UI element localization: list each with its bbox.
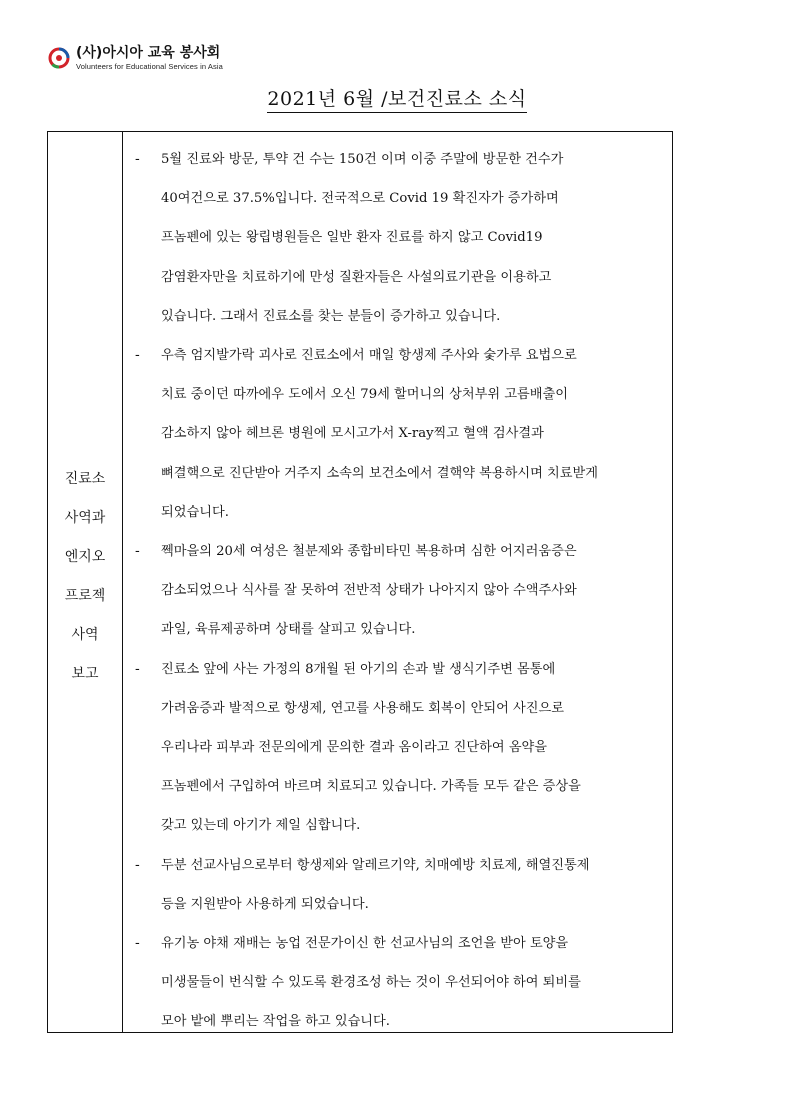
category-label-line: 보고: [71, 666, 99, 682]
report-item: [135, 140, 672, 336]
report-line: 쩩마을의 20세 여성은 철분제와 종합비타민 복용하며 심한 어지러움증은: [161, 544, 577, 560]
bullet-dash: -: [135, 935, 140, 952]
report-line: 감염환자만을 치료하기에 만성 질환자들은 사설의료기관을 이용하고: [161, 269, 552, 285]
report-line: 치료 중이던 따까에우 도에서 오신 79세 할머니의 상처부위 고름배출이: [161, 387, 569, 403]
bullet-dash: -: [135, 151, 140, 167]
org-subtitle: Volunteers for Educational Services in Asia: [76, 62, 223, 71]
report-line: 프놈펜에서 구입하여 바르며 치료되고 있습니다. 가족들 모두 같은 증상을: [161, 779, 581, 795]
report-line: 진료소 앞에 사는 가정의 8개월 된 아기의 손과 발 생식기주변 몸통에: [161, 661, 556, 677]
report-line: 모아 밭에 뿌리는 작업을 하고 있습니다.: [161, 1014, 390, 1030]
report-line: 미생물들이 번식할 수 있도록 환경조성 하는 것이 우선되어야 하여 퇴비를: [161, 975, 581, 991]
bullet-dash: -: [135, 856, 140, 873]
category-label-line: 진료소: [64, 471, 106, 487]
report-line: 두분 선교사님으로부터 항생제와 알레르기약, 치매예방 치료제, 해열진통제: [161, 857, 590, 873]
report-line: 가려움증과 발적으로 항생제, 연고를 사용해도 회복이 안되어 사진으로: [161, 700, 564, 716]
report-line: 우측 엄지발가락 괴사로 진료소에서 매일 항생제 주사와 숯가루 요법으로: [161, 348, 577, 364]
report-item: [135, 650, 672, 846]
report-line: 과일, 육류제공하며 상태를 살피고 있습니다.: [161, 622, 416, 638]
bullet-dash: -: [135, 347, 140, 364]
org-logo-icon: [48, 47, 70, 69]
report-line: 감소되었으나 식사를 잘 못하여 전반적 상태가 나아지지 않아 수액주사와: [161, 583, 577, 599]
category-cell: [48, 132, 123, 1032]
report-item: [135, 846, 672, 924]
report-item: [135, 336, 672, 532]
report-item: [135, 924, 672, 1042]
report-content-cell: [123, 132, 672, 1032]
bullet-dash: -: [135, 660, 140, 677]
report-line: 감소하지 않아 헤브론 병원에 모시고가서 X-ray찍고 혈액 검사결과: [161, 426, 544, 442]
report-line: 있습니다. 그래서 진료소를 찾는 분들이 증가하고 있습니다.: [161, 308, 501, 324]
category-label-line: 사역: [71, 627, 99, 643]
category-label-line: 엔지오: [64, 549, 106, 565]
bullet-dash: -: [135, 543, 140, 560]
document-title: [0, 84, 794, 111]
report-line: 우리나라 피부과 전문의에게 문의한 결과 옴이라고 진단하여 옴약을: [161, 740, 548, 756]
report-item: [135, 532, 672, 650]
report-line: 5월 진료와 방문, 투약 건 수는 150건 이며 이중 주말에 방문한 건수가: [161, 152, 564, 167]
report-table: [47, 131, 673, 1033]
document-title-text: 2021년 6월 /보건진료소 소식: [267, 88, 526, 113]
report-line: 갖고 있는데 아기가 제일 심합니다.: [161, 818, 361, 834]
report-line: 유기농 야채 재배는 농업 전문가이신 한 선교사님의 조언을 받아 토양을: [161, 936, 569, 952]
report-line: 뼈결핵으로 진단받아 거주지 소속의 보건소에서 결핵약 복용하시며 치료받게: [161, 465, 598, 481]
report-line: 되었습니다.: [161, 504, 229, 520]
org-header: [48, 46, 223, 71]
report-line: 등을 지원받아 사용하게 되었습니다.: [161, 896, 369, 912]
report-line: 프놈펜에 있는 왕립병원들은 일반 환자 진료를 하지 않고 Covid19: [161, 230, 543, 246]
category-label-line: 사역과: [64, 510, 106, 526]
report-line: 40여건으로 37.5%입니다. 전국적으로 Covid 19 확진자가 증가하며: [161, 191, 559, 207]
category-label-line: 프로젝: [64, 588, 106, 604]
org-name: (사)아시아 교육 봉사회: [76, 45, 221, 61]
